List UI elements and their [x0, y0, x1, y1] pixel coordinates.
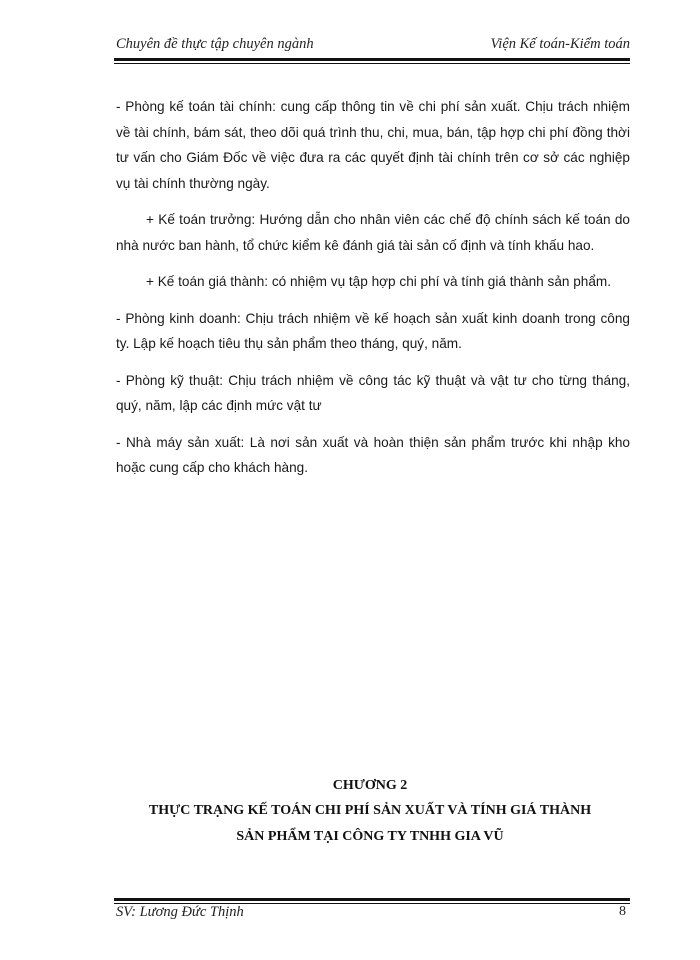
page-number: 8 — [619, 904, 626, 919]
header-left-title: Chuyên đề thực tập chuyên ngành — [116, 36, 314, 52]
paragraph-factory: - Nhà máy sản xuất: Là nơi sản xuất và hoàn thiện sản phẩm trước khi nhập kho hoặc cung cấp cho khách hàng. — [116, 434, 630, 475]
page-footer — [114, 904, 630, 924]
header-rule — [114, 58, 630, 64]
paragraph-chief-accountant: + Kế toán trưởng: Hướng dẫn cho nhân viên các chế độ chính sách kế toán do nhà nước ban hành, tổ chức kiểm kê đánh giá tài sản cố định và tính khấu hao. — [116, 212, 630, 253]
page-header — [114, 36, 630, 58]
paragraph-technical-dept: - Phòng kỹ thuật: Chịu trách nhiệm về công tác kỹ thuật và vật tư cho từng tháng, quý, năm, lập các định mức vật tư — [116, 372, 630, 413]
footer-author: SV: Lương Đức Thịnh — [116, 904, 244, 920]
chapter-title-line-1: THỰC TRẠNG KẾ TOÁN CHI PHÍ SẢN XUẤT VÀ TÍNH GIÁ THÀNH — [148, 803, 592, 818]
paragraph-business-dept: - Phòng kinh doanh: Chịu trách nhiệm về kế hoạch sản xuất kinh doanh trong công ty. Lập kế hoạch tiêu thụ sản phẩm theo tháng, quý, năm. — [116, 310, 630, 351]
chapter-number: CHƯƠNG 2 — [332, 778, 408, 793]
header-right-title: Viện Kế toán-Kiểm toán — [490, 36, 630, 52]
paragraph-accounting-dept: - Phòng kế toán tài chính: cung cấp thông tin về chi phí sản xuất. Chịu trách nhiệm về tài chính, bám sát, theo dõi quá trình thu, chi, mua, bán, tập hợp chi phí đồng thời tư vấn cho Giám Đốc về việc đưa ra các quyết định tài chính trên cơ sở các nghiệp vụ tài chính thường ngày. — [116, 99, 630, 191]
paragraph-cost-accountant: + Kế toán giá thành: có nhiệm vụ tập hợp chi phí và tính giá thành sản phẩm. — [146, 274, 611, 289]
body-text — [116, 94, 630, 492]
chapter-title-line-2: SẢN PHẨM TẠI CÔNG TY TNHH GIA VŨ — [236, 829, 504, 844]
